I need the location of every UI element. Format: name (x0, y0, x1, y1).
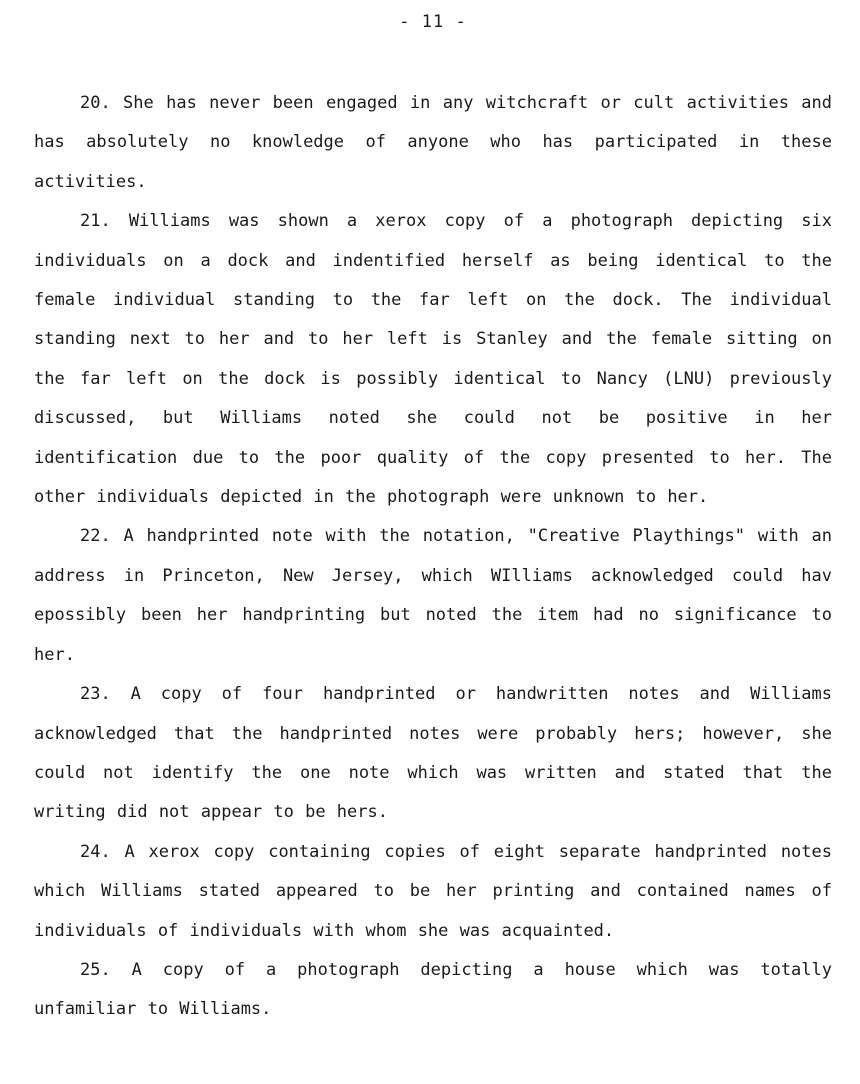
paragraph-22: 22. A handprinted note with the notation, "Creative Playthings" with an address in Princeton, New Jersey, which WIlliams acknowledged could hav epossibly been her handprinting but noted the item had no significance to her. (34, 526, 832, 665)
paragraph-20: 20. She has never been engaged in any witchcraft or cult activities and has absolutely no knowledge of anyone who has participated in these activities. (34, 93, 832, 192)
page-number: - 11 - (399, 12, 467, 32)
paragraph-25: 25. A copy of a photograph depicting a house which was totally unfamiliar to Williams. (34, 959, 832, 1020)
paragraph-23: 23. A copy of four handprinted or handwritten notes and Williams acknowledged that the handprinted notes were probably hers; however, she could not identify the one note which was written and stated that the writing did not appear to be hers. (34, 684, 832, 823)
paragraph-24: 24. A xerox copy containing copies of eight separate handprinted notes which Williams stated appeared to be her printing and contained names of individuals of individuals with whom she was acquainted. (34, 841, 832, 941)
paragraph-21: 21. Williams was shown a xerox copy of a photograph depicting six individuals on a dock and indentified herself as being identical to the female individual standing to the far left on the dock. The individual standing next to her and to her left is Stanley and the female sitting on the far left on the dock is possibly identical to Nancy (LNU) previously discussed, but Williams noted she could not be positive in her identification due to the poor quality of the copy presented to her. The other individuals depicted in the photograph were unknown to her. (34, 211, 832, 508)
